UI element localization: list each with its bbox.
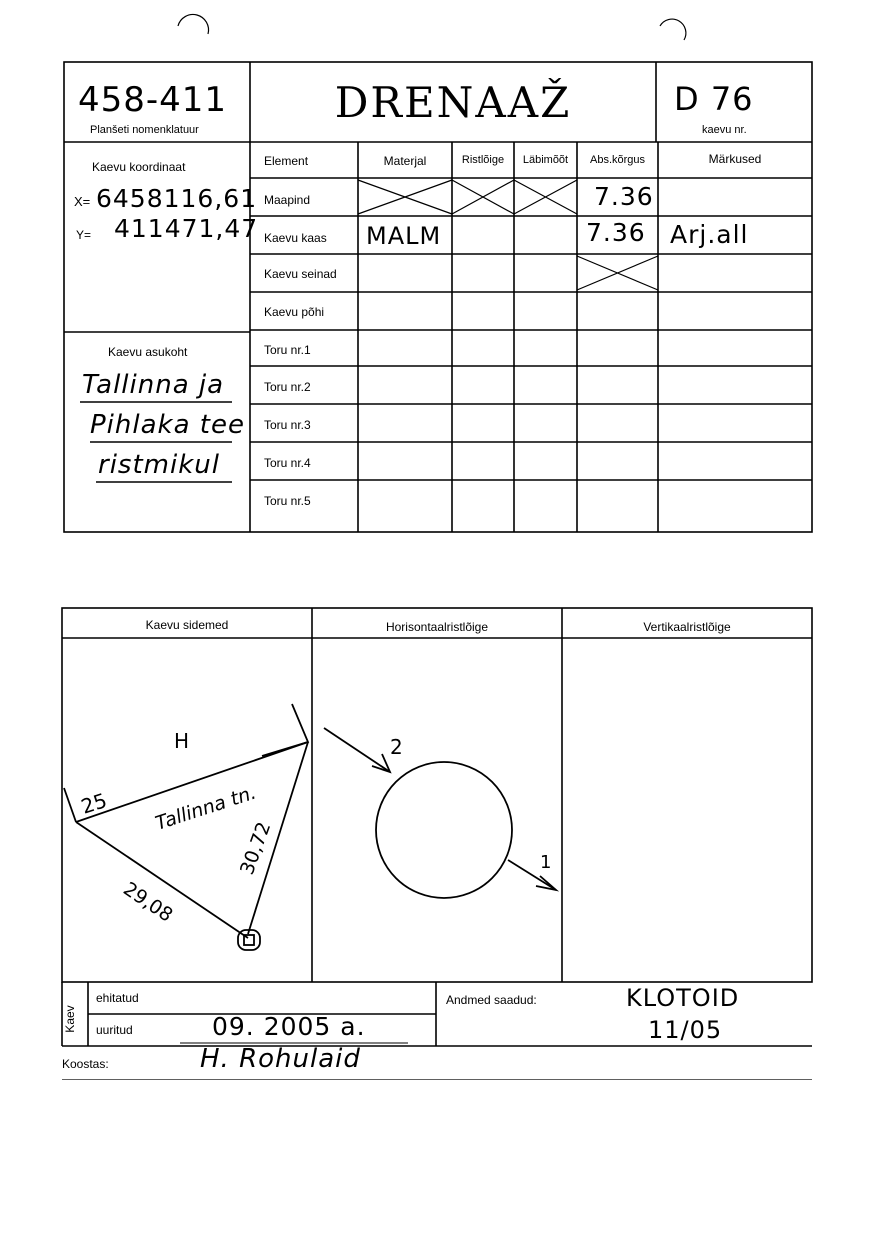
row-label: Toru nr.2 (264, 380, 311, 394)
kaevu-kaas-abs-value: 7.36 (586, 218, 646, 247)
kaev-label: Kaev (63, 1005, 77, 1033)
row-label: Kaevu põhi (264, 305, 325, 319)
uuritud-label: uuritud (96, 1023, 133, 1037)
sketch-street: Tallinna tn. (152, 781, 259, 835)
well-number-value: D 76 (674, 80, 754, 118)
nomenclature-label: Planšeti nomenklatuur (90, 124, 199, 136)
andmed-value-2: 11/05 (648, 1016, 723, 1044)
x-prefix: X= (74, 194, 91, 209)
maapind-abs-value: 7.36 (594, 182, 654, 211)
row-label: Kaevu seinad (264, 267, 337, 281)
kaevu-kaas-materjal-value: MALM (366, 222, 442, 250)
col-header-element: Element (264, 154, 309, 168)
andmed-label: Andmed saadud: (446, 993, 537, 1007)
andmed-value-1: KLOTOID (626, 984, 740, 1012)
col-header-markused: Märkused (708, 152, 762, 166)
row-label: Toru nr.4 (264, 456, 311, 470)
y-prefix: Y= (76, 228, 92, 242)
sketch-dist-right: 30,72 (236, 819, 276, 878)
y-coordinate-value: 411471,47 (114, 214, 259, 243)
row-label: Toru nr.1 (264, 343, 311, 357)
location-label: Kaevu asukoht (108, 345, 188, 359)
col-header-labimoot: Läbimõõt (522, 154, 569, 166)
koostas-value: H. Rohulaid (200, 1044, 361, 1074)
ehitatud-label: ehitatud (96, 991, 139, 1005)
nomenclature-value: 458-411 (78, 80, 228, 120)
location-sketch (62, 640, 312, 980)
road-edge-left (64, 788, 76, 822)
coordinates-label: Kaevu koordinaat (92, 160, 186, 174)
pipe-inlet-label: 2 (390, 735, 403, 759)
location-line-2: Pihlaka tee (90, 410, 245, 440)
pipe-outlet-label: 1 (540, 852, 552, 873)
well-circle (376, 762, 512, 898)
uuritud-value: 09. 2005 a. (212, 1012, 366, 1041)
row-label: Toru nr.3 (264, 418, 311, 432)
row-label: Toru nr.5 (264, 494, 311, 508)
page-title: DRENAAŽ (334, 78, 572, 127)
x-coordinate-value: 6458116,61 (96, 184, 258, 213)
horizontal-cross-section (312, 640, 562, 980)
row-label: Kaevu kaas (264, 231, 327, 245)
col-header-abs-korgus: Abs.kõrgus (589, 154, 646, 166)
road-corner (262, 704, 308, 756)
well-number-label: kaevu nr. (702, 124, 747, 136)
inlet-pipe-line (324, 728, 390, 772)
row-label: Maapind (264, 193, 311, 207)
location-line-3: ristmikul (98, 450, 220, 480)
sketch-dist-bottom: 29,08 (119, 877, 177, 927)
location-line-1: Tallinna ja (82, 370, 225, 400)
section-vertikaal: Vertikaalristlõige (643, 620, 731, 634)
sketch-label-h: H (174, 729, 190, 753)
kaevu-kaas-markused-value: Arj.all (670, 220, 749, 249)
section-kaevu-sidemed: Kaevu sidemed (145, 618, 229, 632)
col-header-ristloige: Ristlõige (461, 154, 505, 166)
section-horisontaal: Horisontaalristlõige (385, 620, 489, 634)
koostas-label: Koostas: (62, 1057, 109, 1071)
sketch-dist-left: 25 (78, 788, 110, 819)
col-header-materjal: Materjal (383, 154, 427, 168)
